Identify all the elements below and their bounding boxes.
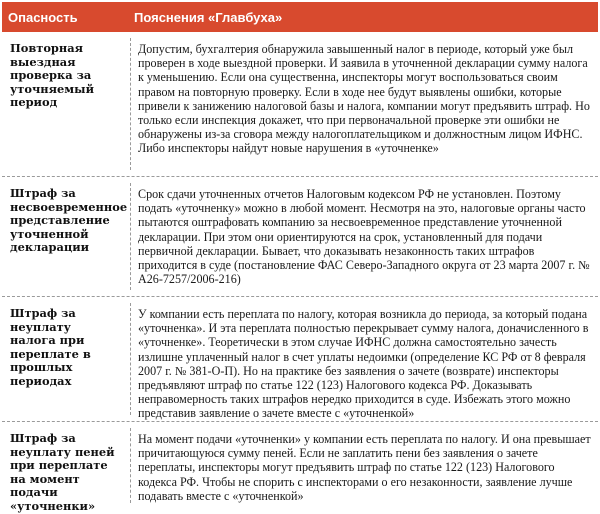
column-divider [130, 303, 131, 415]
column-divider [130, 38, 131, 170]
risk-cell: Штраф за неуплату пеней при переплате на момент подачи «уточненки» [10, 431, 115, 513]
table-row [2, 297, 598, 422]
explanation-cell: Допустим, бухгалтерия обнаружила завышенный налог в периоде, который уже был проверен в ходе выездной проверки. И заявила в уточненной декларации сумму налога к уменьшению. Если она существенна, инспекторы могут воспользоваться своим правом на повторную проверку. Если в ходе нее будут выявлены ошибки, которые привели к занижению налоговой базы и налога, компании могут предъявить штраф. Но только если инспекция докажет, что при первоначальной проверке эти ошибки не обнаружены из-за сговора между налогоплательщиком и должностным лицом ИФНС. Либо инспекторы найдут новые нарушения в «уточненке» [138, 42, 590, 156]
column-divider [130, 183, 131, 290]
explanation-cell: На момент подачи «уточненки» у компании есть переплата по налогу. И она превышает причитающуюся сумму пеней. Если не заплатить пени без заявления о зачете переплаты, инспекторы могут предъявить штраф по статье 122 (123) Налогового кодекса РФ. Чтобы не спорить с инспекторами о его незаконности, заявление лучше подавать вместе с «уточненкой» [138, 432, 591, 503]
header-explanation: Пояснения «Главбуха» [134, 9, 283, 25]
risk-cell: Штраф за несвоевременное представление уточненной декларации [10, 186, 128, 255]
header-risk: Опасность [8, 9, 78, 25]
risk-cell: Повторная выездная проверка за уточняемый период [10, 41, 95, 110]
table-row [2, 32, 598, 177]
explanation-cell: Срок сдачи уточненных отчетов Налоговым кодексом РФ не установлен. Поэтому подать «уточненку» можно в любой момент. Несмотря на это, налоговые органы часто пытаются оштрафовать компанию за несвоевременное представление уточненной декларации. При этом они ориентируются на срок, установленный для подачи первичной декларации. Бывает, что доказывать незаконность таких штрафов приходится в суде (постановление ФАС Северо-Западного округа от 23 марта 2007 г. № А26-7257/2006-216) [138, 187, 590, 287]
table-row [2, 177, 598, 297]
table-header [2, 2, 598, 32]
risk-table [2, 2, 598, 513]
table-row [2, 422, 598, 513]
column-divider [130, 428, 131, 503]
explanation-cell: У компании есть переплата по налогу, которая возникла до периода, за который подана «уточненка». И эта переплата полностью перекрывает сумму налога, доначисленного в «уточненке». Теоретически в этом случае ИФНС должна самостоятельно зачесть излишне уплаченный налог в счет уплаты недоимки (определение КС РФ от 8 февраля 2007 г. № 381-О-П). Но на практике без заявления о зачете (возврате) инспекторы предъявляют штраф по статье 122 (123) Налогового кодекса РФ. Доказывать неправомерность таких штрафов нередко приходится в суде. Избежать этого можно представив заявление о зачете вместе с «уточненкой» [138, 307, 589, 421]
risk-cell: Штраф за неуплату налога при переплате в прошлых периодах [10, 306, 91, 388]
